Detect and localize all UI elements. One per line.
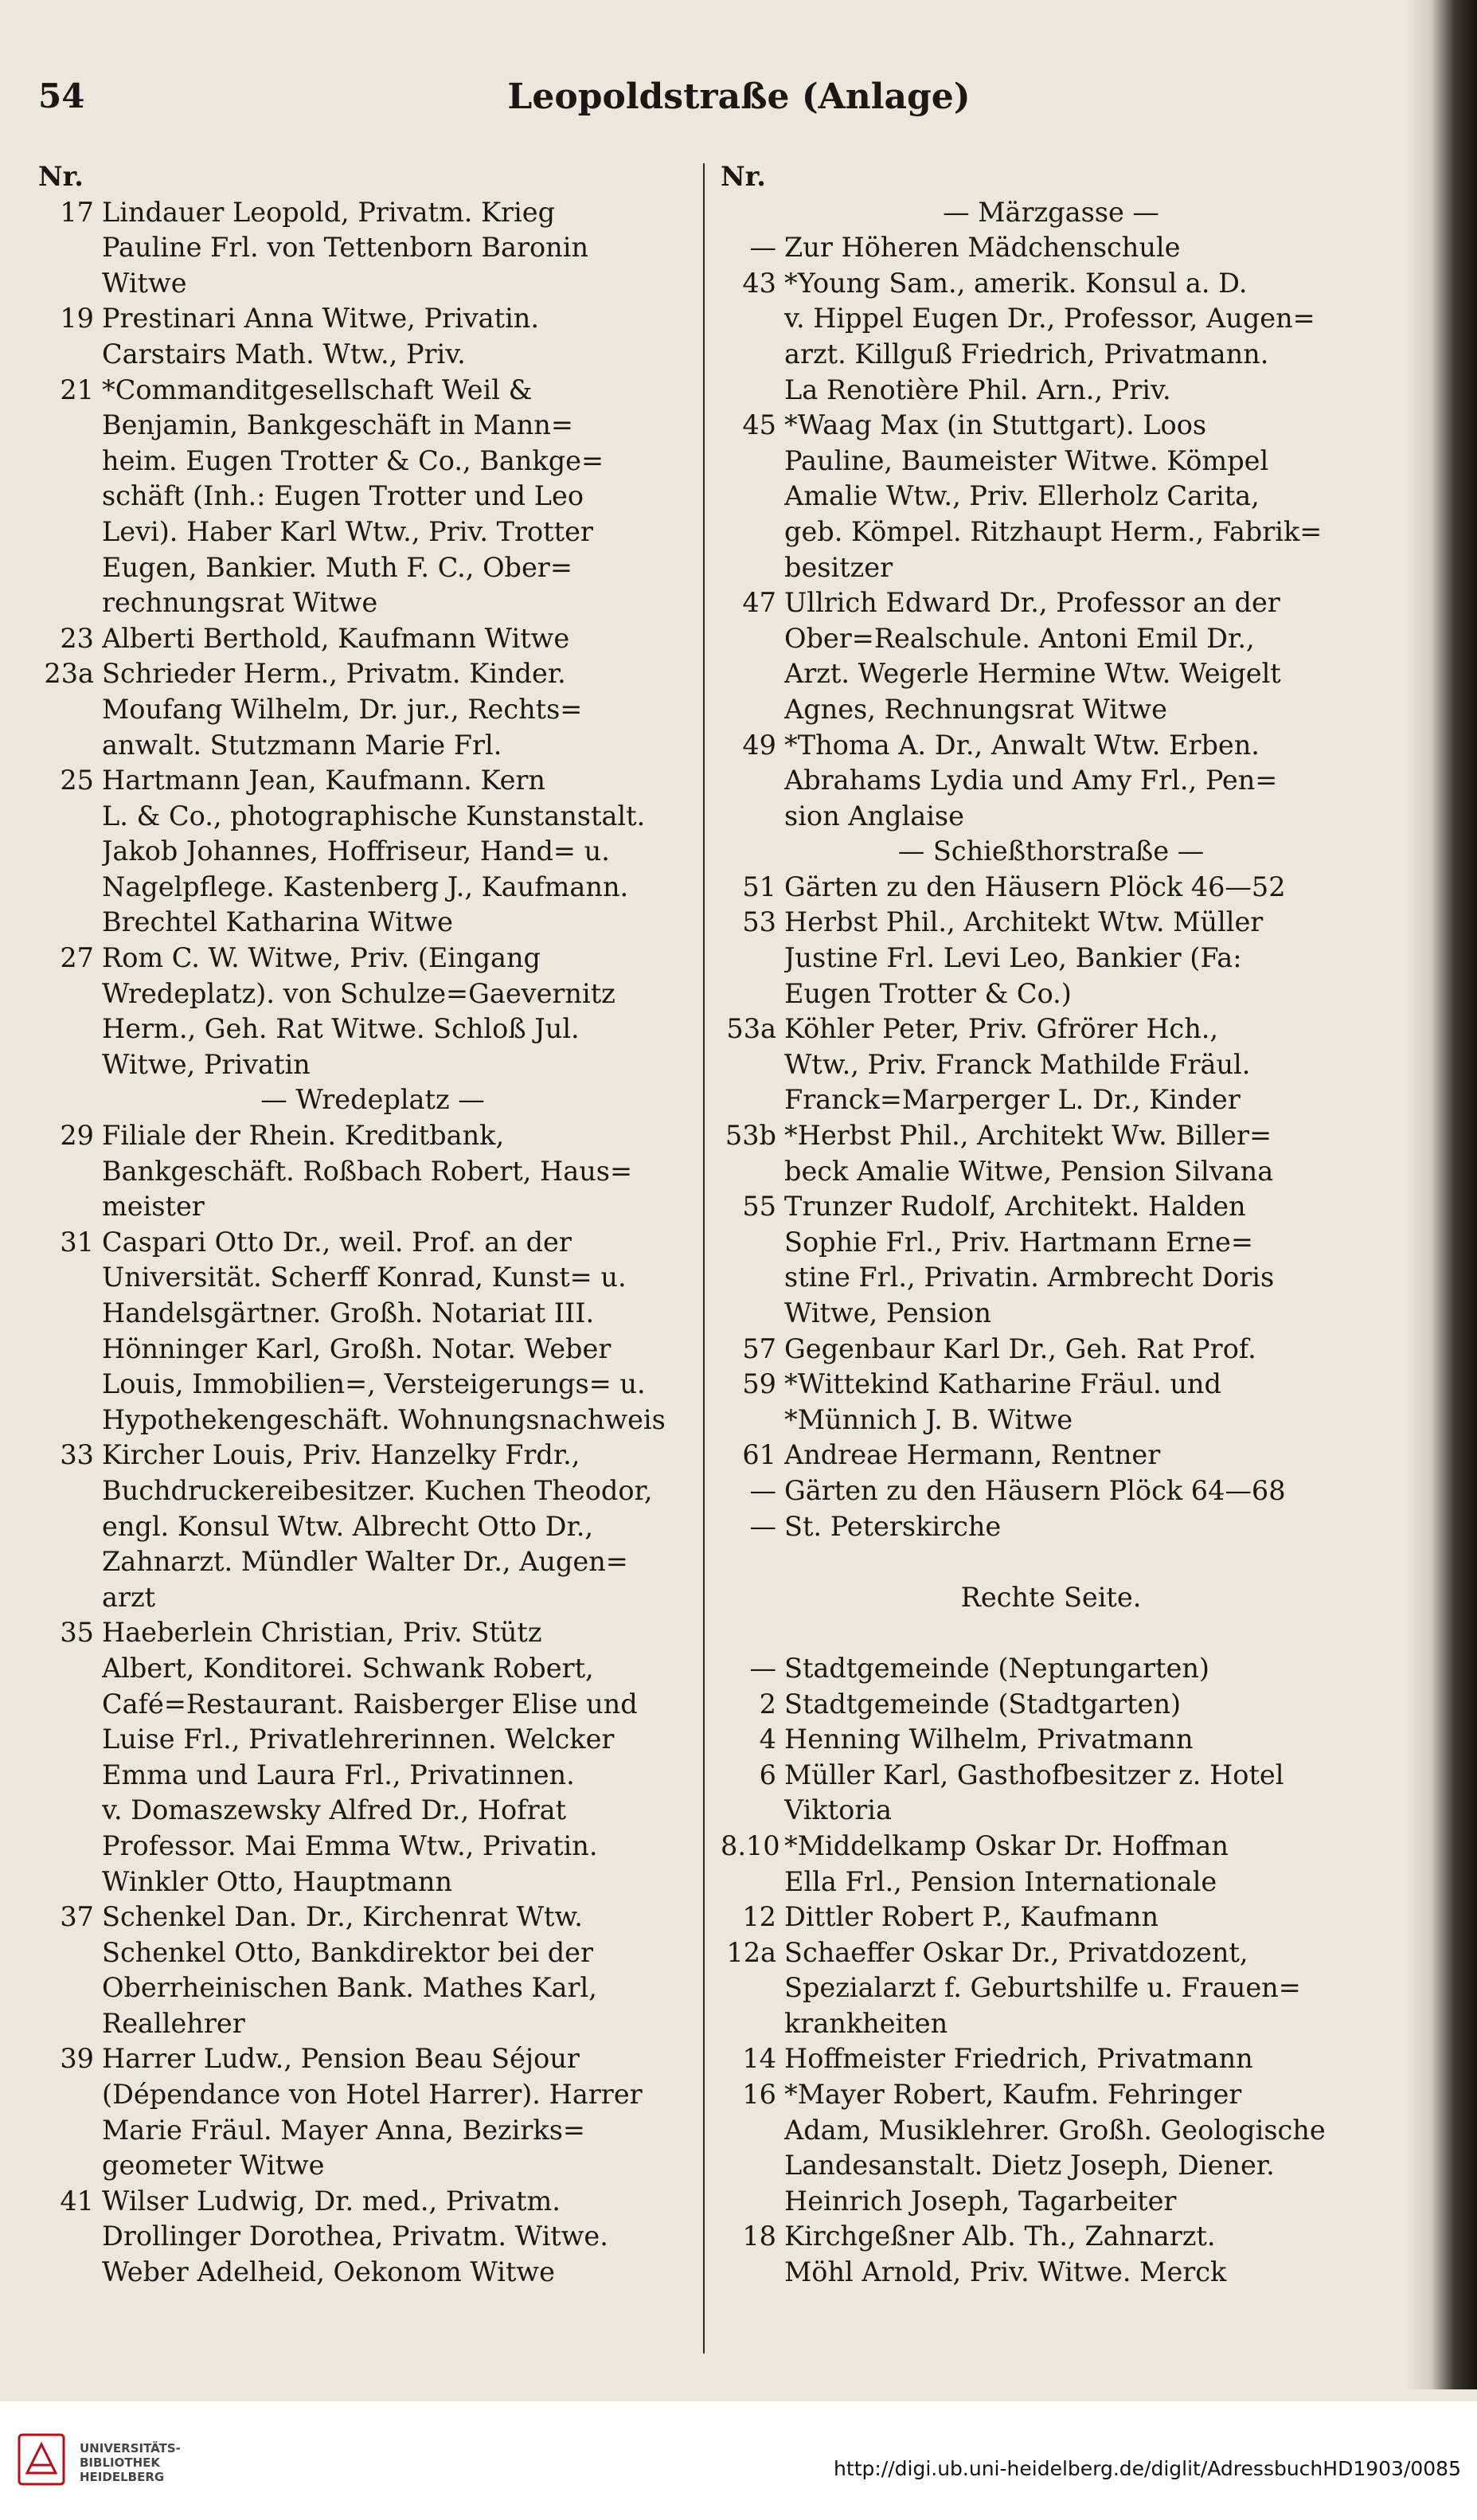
entry-line: Nagelpflege. Kastenberg J., Kaufmann. xyxy=(102,871,629,902)
entry-text xyxy=(102,195,707,302)
entry-text xyxy=(102,2041,707,2183)
entry-line: Ober=Realschule. Antoni Emil Dr., xyxy=(784,622,1255,654)
entry-line: Kircher Louis, Priv. Hanzelky Frdr., xyxy=(102,1439,580,1471)
entry-text xyxy=(784,2219,1381,2290)
entry-line: Marie Fräul. Mayer Anna, Bezirks= xyxy=(102,2114,585,2146)
entry-line: v. Domaszewsky Alfred Dr., Hofrat xyxy=(102,1794,567,1826)
entry-text xyxy=(784,1438,1381,1473)
entry-line: Köhler Peter, Priv. Gfrörer Hch., xyxy=(784,1013,1219,1045)
entry-line: Brechtel Katharina Witwe xyxy=(102,906,453,938)
house-number: 6 xyxy=(759,1759,776,1790)
entry-text xyxy=(784,728,1381,835)
entry-line: *Commanditgesellschaft Weil & xyxy=(102,374,533,405)
entry-text xyxy=(784,585,1381,727)
address-entry xyxy=(721,2041,1381,2077)
entry-text xyxy=(102,1438,707,1615)
source-url-link[interactable]: http://digi.ub.uni-heidelberg.de/diglit/AdressbuchHD1903/0085 xyxy=(834,2457,1461,2480)
house-number: 35 xyxy=(60,1617,94,1649)
house-number: 53b xyxy=(725,1120,776,1152)
entry-line: Gärten zu den Häusern Plöck 46—52 xyxy=(784,871,1286,902)
entry-line: Luise Frl., Privatlehrerinnen. Welcker xyxy=(102,1724,615,1755)
entry-line: Ella Frl., Pension Internationale xyxy=(784,1865,1217,1897)
house-number: 33 xyxy=(60,1439,94,1471)
section-heading: — Märzgasse — xyxy=(943,196,1159,228)
library-name xyxy=(80,2441,181,2484)
entry-line: *Waag Max (in Stuttgart). Loos xyxy=(784,409,1207,441)
address-entry xyxy=(38,941,707,1082)
library-seal-icon xyxy=(18,2433,65,2486)
entry-line: *Herbst Phil., Architekt Ww. Biller= xyxy=(784,1120,1272,1152)
entry-text xyxy=(784,266,1381,408)
entry-text xyxy=(784,1829,1381,1900)
entry-line: Wtw., Priv. Franck Mathilde Fräul. xyxy=(784,1048,1251,1080)
entry-line: Harrer Ludw., Pension Beau Séjour xyxy=(102,2043,580,2075)
address-entry xyxy=(721,728,1381,835)
entry-line: heim. Eugen Trotter & Co., Bankge= xyxy=(102,444,604,476)
entry-line: Gärten zu den Häusern Plöck 64—68 xyxy=(784,1474,1286,1506)
entry-text xyxy=(102,2184,707,2291)
address-entry xyxy=(721,1189,1381,1331)
entry-text xyxy=(102,621,707,657)
entry-line: Louis, Immobilien=, Versteigerungs= u. xyxy=(102,1368,646,1400)
entry-line: Dittler Robert P., Kaufmann xyxy=(784,1901,1159,1933)
section-heading: — Wredeplatz — xyxy=(260,1084,485,1116)
entry-line: Zahnarzt. Mündler Walter Dr., Augen= xyxy=(102,1546,628,1578)
entry-line: Carstairs Math. Wtw., Priv. xyxy=(102,338,466,370)
house-number: 59 xyxy=(742,1368,776,1400)
entry-line: Henning Wilhelm, Privatmann xyxy=(784,1724,1194,1755)
footer-bar xyxy=(0,2401,1477,2520)
entry-line: Weber Adelheid, Oekonom Witwe xyxy=(102,2256,555,2288)
entry-text xyxy=(102,1118,707,1225)
house-number: 41 xyxy=(60,2185,94,2217)
entry-line: Arzt. Wegerle Hermine Wtw. Weigelt xyxy=(784,658,1281,690)
entry-line: Reallehrer xyxy=(102,2007,245,2039)
address-entry xyxy=(721,1722,1381,1758)
entry-text xyxy=(784,870,1381,906)
entry-text xyxy=(784,1687,1381,1723)
entry-line: Filiale der Rhein. Kreditbank, xyxy=(102,1120,505,1152)
address-entry xyxy=(721,230,1381,266)
entry-line: Bankgeschäft. Roßbach Robert, Haus= xyxy=(102,1155,633,1187)
house-number: 31 xyxy=(60,1226,94,1258)
entry-line: Adam, Musiklehrer. Großh. Geologische xyxy=(784,2114,1326,2146)
entry-line: Hypothekengeschäft. Wohnungsnachweis xyxy=(102,1403,666,1435)
entry-line: *Mayer Robert, Kaufm. Fehringer xyxy=(784,2079,1242,2111)
entry-line: Gegenbaur Karl Dr., Geh. Rat Prof. xyxy=(784,1332,1256,1364)
address-entry xyxy=(721,905,1381,1012)
address-entry xyxy=(721,1829,1381,1900)
entry-text xyxy=(784,230,1381,266)
entry-line: beck Amalie Witwe, Pension Silvana xyxy=(784,1155,1274,1187)
entry-line: Müller Karl, Gasthofbesitzer z. Hotel xyxy=(784,1759,1284,1790)
address-entry xyxy=(38,656,707,763)
address-entry xyxy=(38,1615,707,1900)
entry-line: Wilser Ludwig, Dr. med., Privatm. xyxy=(102,2185,561,2217)
address-entry xyxy=(721,1012,1381,1118)
entry-line: Landesanstalt. Dietz Joseph, Diener. xyxy=(784,2150,1275,2182)
entry-text xyxy=(784,1935,1381,2042)
entry-line: Witwe xyxy=(102,267,187,299)
address-entry xyxy=(721,1509,1381,1545)
house-number: 16 xyxy=(742,2079,776,2111)
address-entry xyxy=(38,1900,707,2041)
address-entry xyxy=(38,301,707,372)
right-column-heading: Nr. xyxy=(721,161,766,192)
entry-line: St. Peterskirche xyxy=(784,1510,1002,1542)
house-number: 18 xyxy=(742,2221,776,2252)
entry-line: geb. Kömpel. Ritzhaupt Herm., Fabrik= xyxy=(784,515,1323,547)
address-entry xyxy=(38,195,707,302)
house-number: 53 xyxy=(742,906,776,938)
entry-line: *Münnich J. B. Witwe xyxy=(784,1403,1073,1435)
entry-line: arzt xyxy=(102,1581,156,1613)
address-entry xyxy=(721,266,1381,408)
entry-text xyxy=(784,2041,1381,2077)
address-entry xyxy=(721,1651,1381,1687)
entry-line: Spezialarzt f. Geburtshilfe u. Frauen= xyxy=(784,1972,1301,2004)
address-entry xyxy=(721,2184,1381,2220)
library-line-2: BIBLIOTHEK xyxy=(80,2455,160,2470)
entry-text xyxy=(784,2184,1381,2220)
entry-line: sion Anglaise xyxy=(784,800,964,832)
house-number: 37 xyxy=(60,1901,94,1933)
entry-line: v. Hippel Eugen Dr., Professor, Augen= xyxy=(784,303,1315,335)
house-number: — xyxy=(749,232,776,264)
address-entry xyxy=(721,870,1381,906)
spacer xyxy=(721,1544,1381,1580)
page-header xyxy=(38,76,1440,132)
address-entry xyxy=(721,1367,1381,1438)
address-entry xyxy=(38,763,707,941)
entry-text xyxy=(784,1332,1381,1368)
entry-line: Möhl Arnold, Priv. Witwe. Merck xyxy=(784,2256,1227,2288)
house-number: 17 xyxy=(60,196,94,228)
entry-text xyxy=(784,1118,1381,1189)
house-number: 39 xyxy=(60,2043,94,2075)
entry-text xyxy=(784,1189,1381,1331)
library-line-3: HEIDELBERG xyxy=(80,2470,165,2484)
entry-text xyxy=(784,1012,1381,1118)
house-number: 29 xyxy=(60,1120,94,1152)
house-number: 2 xyxy=(759,1688,776,1720)
entry-line: schäft (Inh.: Eugen Trotter und Leo xyxy=(102,480,584,512)
entry-text xyxy=(102,373,707,621)
entry-line: Emma und Laura Frl., Privatinnen. xyxy=(102,1759,575,1790)
entry-line: *Young Sam., amerik. Konsul a. D. xyxy=(784,267,1248,299)
entry-text xyxy=(784,1900,1381,1935)
entry-line: Agnes, Rechnungsrat Witwe xyxy=(784,693,1167,725)
entry-line: Prestinari Anna Witwe, Privatin. xyxy=(102,303,540,335)
entry-line: Schenkel Dan. Dr., Kirchenrat Wtw. xyxy=(102,1901,583,1933)
entry-line: Witwe, Pension xyxy=(784,1297,991,1328)
house-number: 8.10 xyxy=(721,1829,780,1861)
entry-line: *Wittekind Katharine Fräul. und xyxy=(784,1368,1221,1400)
address-entry xyxy=(38,373,707,621)
house-number: 23 xyxy=(60,622,94,654)
house-number: 25 xyxy=(60,765,94,796)
entry-text xyxy=(102,1900,707,2041)
entry-line: Alberti Berthold, Kaufmann Witwe xyxy=(102,622,570,654)
section-heading: — Schießthorstraße — xyxy=(897,835,1205,867)
house-number: 53a xyxy=(726,1013,776,1045)
address-entry xyxy=(721,1758,1381,1829)
entry-line: Schenkel Otto, Bankdirektor bei der xyxy=(102,1936,594,1968)
scan-edge-shadow xyxy=(1401,0,1477,2389)
entry-line: (Dépendance von Hotel Harrer). Harrer xyxy=(102,2079,643,2111)
right-column xyxy=(721,159,1381,2291)
entry-text xyxy=(102,1615,707,1900)
entry-text xyxy=(784,2077,1381,2184)
entry-line: Andreae Hermann, Rentner xyxy=(784,1439,1161,1471)
entry-line: Café=Restaurant. Raisberger Elise und xyxy=(102,1688,638,1720)
entry-line: Ullrich Edward Dr., Professor an der xyxy=(784,587,1280,619)
entry-line: Rom C. W. Witwe, Priv. (Eingang xyxy=(102,942,541,974)
entry-line: Sophie Frl., Priv. Hartmann Erne= xyxy=(784,1226,1253,1258)
house-number: 23a xyxy=(44,658,94,690)
entry-text xyxy=(102,763,707,941)
house-number: 49 xyxy=(742,729,776,761)
entry-text xyxy=(102,301,707,372)
entry-line: Moufang Wilhelm, Dr. jur., Rechts= xyxy=(102,693,583,725)
address-entry xyxy=(38,1438,707,1615)
entry-line: anwalt. Stutzmann Marie Frl. xyxy=(102,729,502,761)
address-entry xyxy=(721,2219,1381,2290)
entry-text xyxy=(784,1367,1381,1438)
entry-line: Hartmann Jean, Kaufmann. Kern xyxy=(102,765,546,796)
entry-line: Justine Frl. Levi Leo, Bankier (Fa: xyxy=(784,942,1242,974)
entry-line: Benjamin, Bankgeschäft in Mann= xyxy=(102,409,573,441)
address-entry xyxy=(38,1118,707,1225)
entry-line: Heinrich Joseph, Tagarbeiter xyxy=(784,2185,1177,2217)
entry-line: Pauline Frl. von Tettenborn Baronin xyxy=(102,232,589,264)
address-entry xyxy=(38,2041,707,2183)
address-entry xyxy=(721,1687,1381,1723)
entry-line: Drollinger Dorothea, Privatm. Witwe. xyxy=(102,2221,608,2252)
address-entry xyxy=(38,1225,707,1438)
house-number: 45 xyxy=(742,409,776,441)
house-number: — xyxy=(749,1510,776,1542)
address-entry xyxy=(721,585,1381,727)
left-column xyxy=(38,159,707,2291)
entry-text xyxy=(784,408,1381,585)
address-entry xyxy=(721,1332,1381,1368)
entry-text xyxy=(102,1225,707,1438)
entry-text xyxy=(784,1651,1381,1687)
entry-text xyxy=(784,1722,1381,1758)
left-column-heading: Nr. xyxy=(38,161,84,192)
entry-line: Trunzer Rudolf, Architekt. Halden xyxy=(784,1191,1246,1223)
entry-text xyxy=(784,1758,1381,1829)
entry-line: Pauline, Baumeister Witwe. Kömpel xyxy=(784,444,1269,476)
entry-text xyxy=(102,941,707,1082)
entry-line: Buchdruckereibesitzer. Kuchen Theodor, xyxy=(102,1474,653,1506)
entry-line: Levi). Haber Karl Wtw., Priv. Trotter xyxy=(102,515,593,547)
entry-line: Franck=Marperger L. Dr., Kinder xyxy=(784,1084,1241,1116)
house-number xyxy=(721,2184,784,2220)
entry-line: besitzer xyxy=(784,551,893,583)
entry-line: Amalie Wtw., Priv. Ellerholz Carita, xyxy=(784,480,1260,512)
address-entry xyxy=(721,1935,1381,2042)
house-number: 57 xyxy=(742,1332,776,1364)
address-entry xyxy=(38,621,707,657)
address-entry xyxy=(38,2184,707,2291)
house-number: 55 xyxy=(742,1191,776,1223)
entry-line: rechnungsrat Witwe xyxy=(102,587,378,619)
entry-line: Professor. Mai Emma Wtw., Privatin. xyxy=(102,1829,598,1861)
entry-line: Stadtgemeinde (Neptungarten) xyxy=(784,1652,1209,1684)
entry-line: Haeberlein Christian, Priv. Stütz xyxy=(102,1617,542,1649)
column-divider xyxy=(703,163,705,2354)
left-entry-list xyxy=(38,195,707,2291)
house-number: 43 xyxy=(742,267,776,299)
address-entry xyxy=(721,1438,1381,1473)
entry-line: *Middelkamp Oskar Dr. Hoffman xyxy=(784,1829,1229,1861)
entry-text xyxy=(784,1473,1381,1509)
house-number: 19 xyxy=(60,303,94,335)
house-number: 4 xyxy=(759,1724,776,1755)
spacer xyxy=(721,1615,1381,1651)
entry-line: *Thoma A. Dr., Anwalt Wtw. Erben. xyxy=(784,729,1260,761)
entry-line: Abrahams Lydia und Amy Frl., Pen= xyxy=(784,765,1278,796)
address-entry xyxy=(721,2077,1381,2184)
entry-line: Lindauer Leopold, Privatm. Krieg xyxy=(102,196,556,228)
entry-text xyxy=(784,905,1381,1012)
entry-line: Herm., Geh. Rat Witwe. Schloß Jul. xyxy=(102,1013,580,1045)
entry-line: Hoffmeister Friedrich, Privatmann xyxy=(784,2043,1253,2075)
entry-line: Schrieder Herm., Privatm. Kinder. xyxy=(102,658,566,690)
entry-line: Stadtgemeinde (Stadtgarten) xyxy=(784,1688,1182,1720)
entry-line: Schaeffer Oskar Dr., Privatdozent, xyxy=(784,1936,1248,1968)
address-entry xyxy=(721,408,1381,585)
entry-line: geometer Witwe xyxy=(102,2150,325,2182)
page-title: Leopoldstraße (Anlage) xyxy=(507,76,971,117)
house-number: 12a xyxy=(726,1936,776,1968)
entry-line: meister xyxy=(102,1191,205,1223)
entry-line: Witwe, Privatin xyxy=(102,1048,311,1080)
house-number: 27 xyxy=(60,942,94,974)
entry-line: Jakob Johannes, Hoffriseur, Hand= u. xyxy=(102,835,610,867)
entry-line: Albert, Konditorei. Schwank Robert, xyxy=(102,1652,594,1684)
entry-line: Oberrheinischen Bank. Mathes Karl, xyxy=(102,1972,597,2004)
house-number: 21 xyxy=(60,374,94,405)
house-number: 12 xyxy=(742,1901,776,1933)
house-number: — xyxy=(749,1474,776,1506)
entry-line: Universität. Scherff Konrad, Kunst= u. xyxy=(102,1262,627,1293)
house-number: 14 xyxy=(742,2043,776,2075)
entry-text xyxy=(102,656,707,763)
address-entry xyxy=(721,1473,1381,1509)
entry-line: Kirchgeßner Alb. Th., Zahnarzt. xyxy=(784,2221,1216,2252)
entry-line: Wredeplatz). von Schulze=Gaevernitz xyxy=(102,977,615,1009)
entry-line: Handelsgärtner. Großh. Notariat III. xyxy=(102,1297,595,1328)
entry-line: Eugen Trotter & Co.) xyxy=(784,977,1072,1009)
entry-line: Caspari Otto Dr., weil. Prof. an der xyxy=(102,1226,572,1258)
entry-line: krankheiten xyxy=(784,2007,948,2039)
entry-line: Viktoria xyxy=(784,1794,892,1826)
entry-text xyxy=(784,1509,1381,1545)
section-heading: Rechte Seite. xyxy=(960,1581,1142,1613)
entry-line: Winkler Otto, Hauptmann xyxy=(102,1865,453,1897)
address-entry xyxy=(721,1900,1381,1935)
house-number: 51 xyxy=(742,871,776,902)
entry-line: Hönninger Karl, Großh. Notar. Weber xyxy=(102,1332,612,1364)
entry-line: L. & Co., photographische Kunstanstalt. xyxy=(102,800,646,832)
entry-line: Eugen, Bankier. Muth F. C., Ober= xyxy=(102,551,572,583)
entry-line: Herbst Phil., Architekt Wtw. Müller xyxy=(784,906,1264,938)
library-line-1: UNIVERSITÄTS- xyxy=(80,2441,181,2455)
house-number: — xyxy=(749,1652,776,1684)
address-entry xyxy=(721,1118,1381,1189)
entry-line: engl. Konsul Wtw. Albrecht Otto Dr., xyxy=(102,1510,594,1542)
entry-line: Zur Höheren Mädchenschule xyxy=(784,232,1181,264)
entry-line: stine Frl., Privatin. Armbrecht Doris xyxy=(784,1262,1275,1293)
entry-line: La Renotière Phil. Arn., Priv. xyxy=(784,374,1171,405)
house-number: 61 xyxy=(742,1439,776,1471)
entry-line: arzt. Killguß Friedrich, Privatmann. xyxy=(784,338,1269,370)
page-number: 54 xyxy=(38,76,85,115)
right-entry-list xyxy=(721,195,1381,2291)
house-number: 47 xyxy=(742,587,776,619)
